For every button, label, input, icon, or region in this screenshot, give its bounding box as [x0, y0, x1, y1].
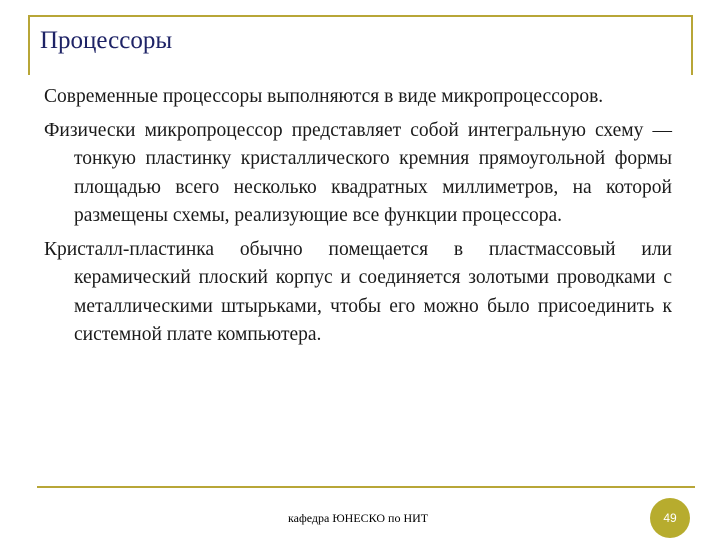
slide-title: Процессоры	[40, 27, 173, 54]
paragraph-3: Кристалл-пластинка обычно помещается в пластмассовый или керамический плоский корпус и соединяется золотыми проводками с металлическими штырьками, чтобы его можно было присоединить к системной плате компьютера.	[44, 238, 672, 345]
title-frame-left-border	[28, 15, 30, 75]
paragraph-2: Физически микропроцессор представляет собой интегральную схему — тонкую пластинку кристаллического кремния прямоугольной формы площадью всего несколько квадратных миллиметров, на которой размещены схемы, реализующие все функции процессора.	[44, 119, 672, 226]
footer-text: кафедра ЮНЕСКО по НИТ	[288, 511, 429, 525]
title-frame-right-border	[691, 15, 693, 75]
footer-divider	[37, 486, 695, 488]
slide-body	[44, 83, 672, 355]
page-number-badge: 49	[650, 498, 690, 538]
title-frame-top-border	[28, 15, 693, 17]
paragraph-1: Современные процессоры выполняются в виде микропроцессоров.	[44, 86, 604, 107]
